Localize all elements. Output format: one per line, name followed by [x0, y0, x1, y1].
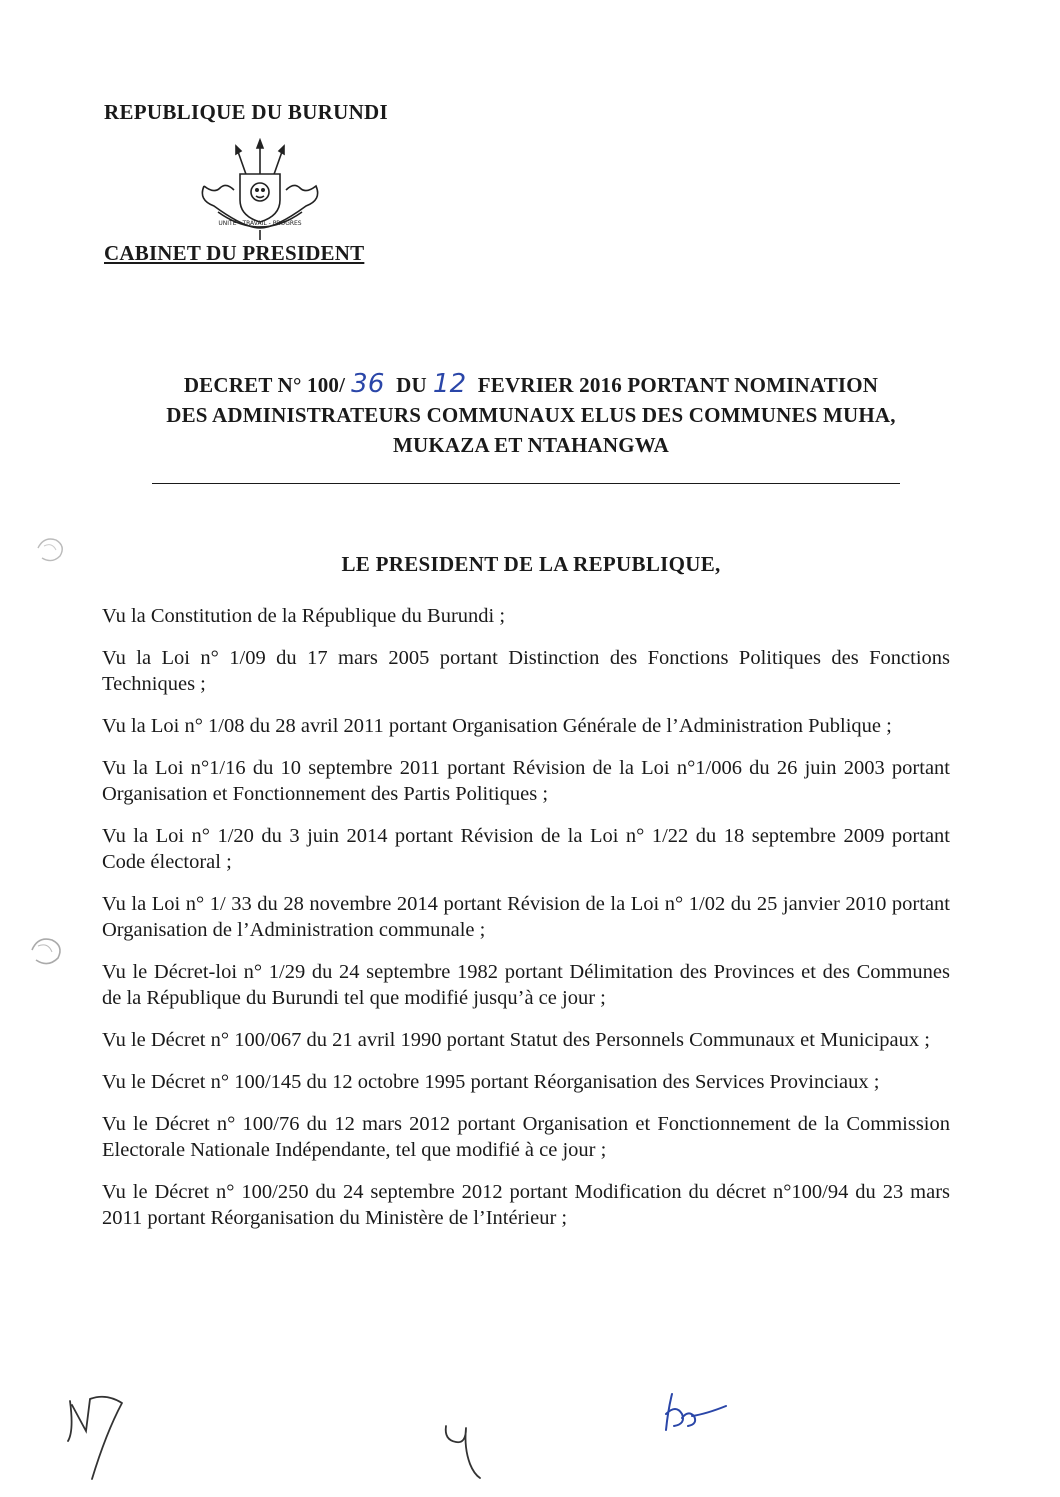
- coat-of-arms-emblem: [196, 138, 324, 242]
- recitals-list: [102, 603, 950, 1247]
- recital-item: Vu le Décret n° 100/067 du 21 avril 1990 portant Statut des Personnels Communaux et Municipaux ;: [102, 1029, 930, 1051]
- punch-hole-mark-icon: [34, 534, 68, 566]
- recital-item: Vu la Loi n° 1/08 du 28 avril 2011 portant Organisation Générale de l’Administration Publique ;: [102, 715, 892, 737]
- handwritten-initial-right-blue: [656, 1388, 736, 1438]
- handwritten-day: 12: [432, 369, 467, 399]
- handwritten-decree-number: 36: [351, 369, 385, 399]
- decree-du: DU: [396, 373, 427, 397]
- recital-item: Vu la Loi n° 1/09 du 17 mars 2005 portant Distinction des Fonctions Politiques des Fonctions Techniques ;: [102, 647, 950, 695]
- recital-item: Vu le Décret n° 100/145 du 12 octobre 1995 portant Réorganisation des Services Provinciaux ;: [102, 1071, 880, 1093]
- recital-item: Vu le Décret-loi n° 1/29 du 24 septembre 1982 portant Délimitation des Provinces et des Communes de la République du Burundi tel que modifié jusqu’à ce jour ;: [102, 961, 950, 1009]
- decree-title-rest: FEVRIER 2016 PORTANT NOMINATION: [477, 373, 879, 397]
- recital-item: Vu la Loi n° 1/ 33 du 28 novembre 2014 portant Révision de la Loi n° 1/02 du 25 janvier 2010 portant Organisation de l’Administration communale ;: [102, 893, 950, 941]
- decree-title-line-3: MUKAZA ET NTAHANGWA: [392, 433, 670, 457]
- recital-item: Vu le Décret n° 100/76 du 12 mars 2012 portant Organisation et Fonctionnement de la Commission Electorale Nationale Indépendante, tel que modifié à ce jour ;: [102, 1113, 950, 1161]
- recital-item: Vu la Loi n° 1/20 du 3 juin 2014 portant Révision de la Loi n° 1/22 du 18 septembre 2009 portant Code électoral ;: [102, 825, 950, 873]
- decree-title-line-1: [96, 369, 966, 400]
- decree-title: [96, 369, 966, 460]
- title-separator-rule: [152, 483, 900, 484]
- punch-hole-mark-icon: [26, 934, 66, 970]
- decree-prefix: DECRET N° 100/: [183, 373, 346, 397]
- recital-item: Vu la Loi n°1/16 du 10 septembre 2011 portant Révision de la Loi n°1/006 du 26 juin 2003 portant Organisation et Fonctionnement des Partis Politiques ;: [102, 757, 950, 805]
- recital-item: Vu le Décret n° 100/250 du 24 septembre 2012 portant Modification du décret n°100/94 du 23 mars 2011 portant Réorganisation du Ministère de l’Intérieur ;: [102, 1181, 950, 1229]
- office-heading: CABINET DU PRESIDENT: [104, 241, 365, 265]
- handwritten-initial-left: [62, 1393, 132, 1485]
- decree-title-line-2: DES ADMINISTRATEURS COMMUNAUX ELUS DES COMMUNES MUHA,: [166, 403, 896, 427]
- president-heading: LE PRESIDENT DE LA REPUBLIQUE,: [341, 552, 721, 576]
- recital-item: Vu la Constitution de la République du Burundi ;: [102, 605, 506, 627]
- emblem-motto: UNITE - TRAVAIL - PROGRES: [218, 220, 302, 227]
- handwritten-initial-center: [438, 1418, 486, 1482]
- country-heading: REPUBLIQUE DU BURUNDI: [104, 100, 388, 124]
